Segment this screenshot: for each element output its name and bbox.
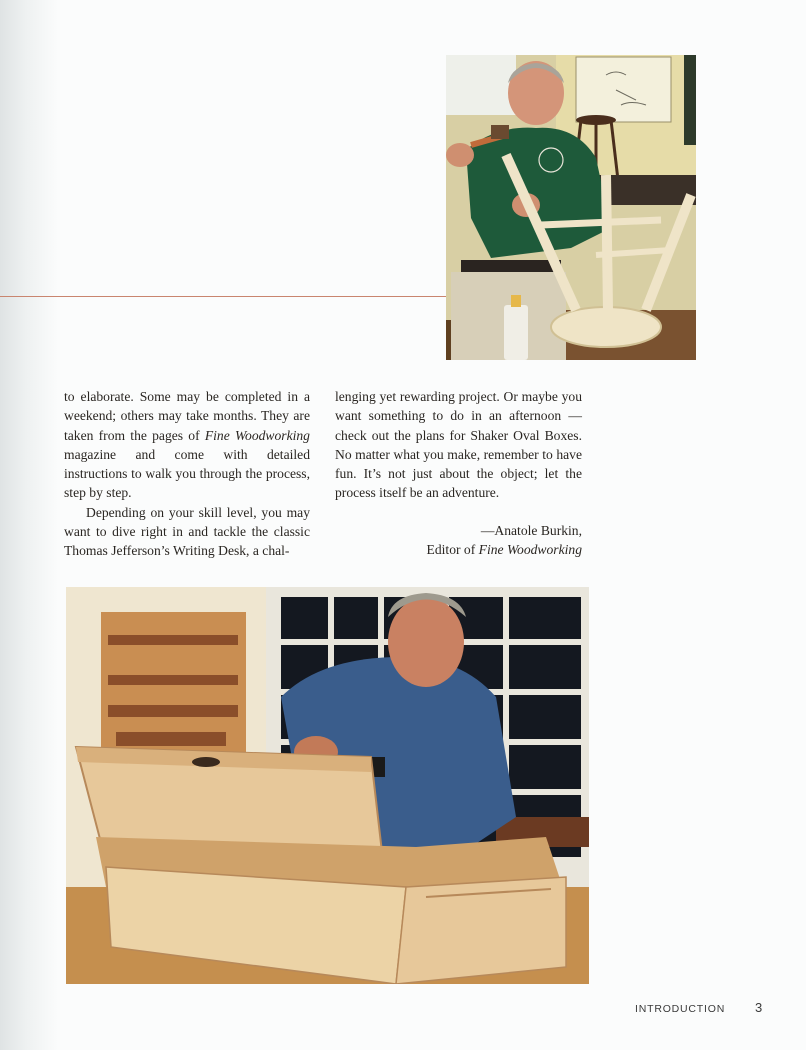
page-number: 3: [755, 1000, 763, 1015]
paragraph-text: to elaborate. Some may be completed in a weekend; others may take months. They are taken from the pages of: [64, 389, 310, 443]
signature-title-prefix: Editor of: [426, 542, 479, 558]
paragraph-text: magazine and come with detailed instructions to walk you through the process, step by step.: [64, 446, 310, 501]
magazine-title: Fine Woodworking: [478, 542, 582, 558]
signature-name: —Anatole Burkin,: [480, 522, 582, 538]
paragraph: [64, 503, 310, 561]
page-spine-shadow: [0, 0, 58, 1050]
signature-block: [335, 521, 582, 560]
paragraph-text: lenging yet rewarding project. Or maybe you want something to do in an afternoon —check out the plans for Shaker Oval Boxes. No matter what you make, remember to have fun. It’s not just about the object; let the process itself be an adventure.: [335, 389, 582, 501]
paragraph: [64, 387, 310, 503]
desk-assembly-photo: [66, 587, 589, 984]
article-column-left: [64, 387, 310, 561]
signature-title: [335, 540, 582, 560]
decorative-rule: [0, 296, 446, 297]
article-column-right: [335, 387, 582, 560]
paragraph: [335, 387, 582, 503]
running-footer: INTRODUCTION: [635, 1003, 726, 1015]
stool-assembly-photo: [446, 55, 696, 360]
magazine-title: Fine Woodworking: [204, 427, 310, 443]
paragraph-text: Depending on your skill level, you may want to dive right in and tackle the classic Thomas Jefferson’s Writing Desk, a chal-: [64, 504, 310, 559]
